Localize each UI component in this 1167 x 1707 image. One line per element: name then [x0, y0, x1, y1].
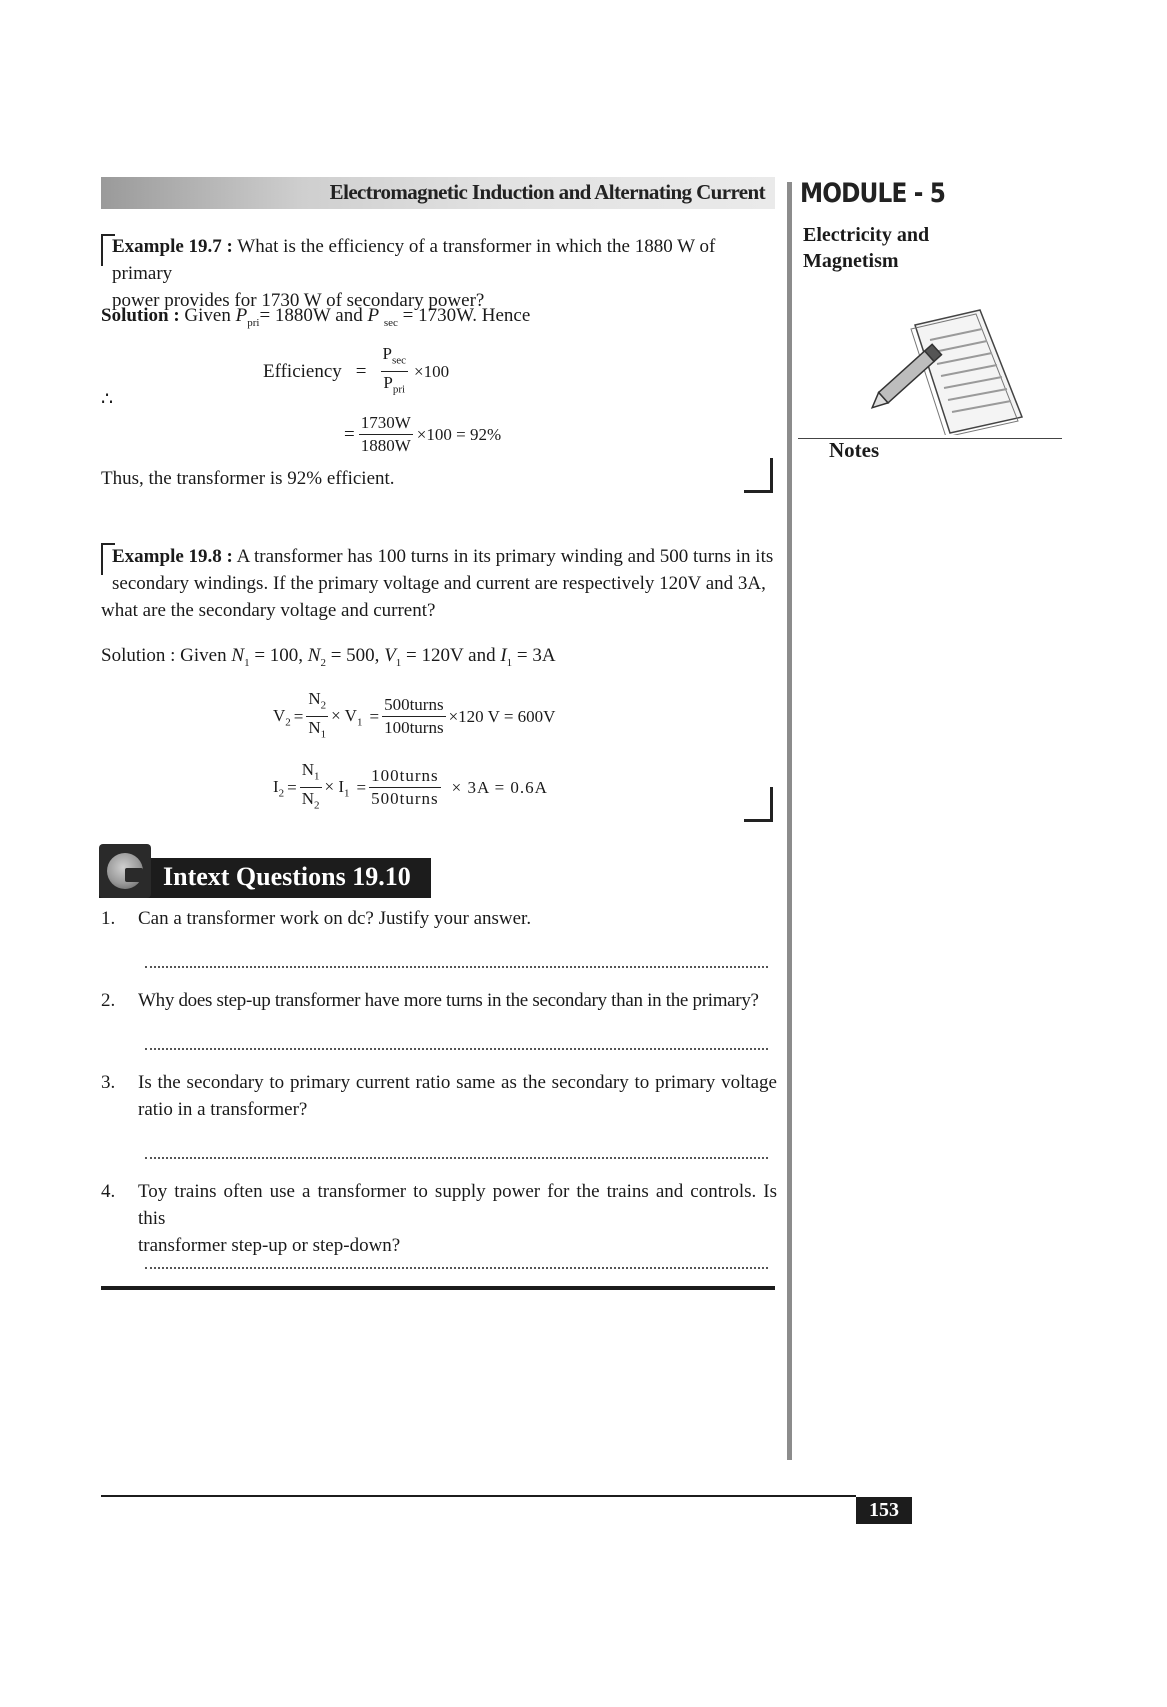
question-text: Can a transformer work on dc? Justify your answer. [138, 908, 532, 929]
subscript: 1 [244, 656, 250, 669]
question-number: 3. [101, 1072, 116, 1093]
intext-questions-title: Intext Questions 19.10 [163, 862, 411, 891]
question-text: Toy trains often use a transformer to supply power for the trains and controls. Is this [138, 1181, 777, 1229]
turns-ratio-fraction [306, 688, 328, 746]
subscript-sec: sec [391, 354, 407, 367]
symbol-p: P [367, 305, 380, 326]
turns-ratio-fraction [300, 759, 322, 817]
equals-sign: = [355, 361, 367, 383]
example-19-8-solution-given [101, 642, 556, 677]
symbol-n: N [231, 645, 245, 666]
symbol-p: P [383, 373, 393, 393]
times-hundred: ×100 [414, 362, 450, 382]
subscript: 1 [344, 787, 350, 800]
solution-label: Solution : [101, 305, 180, 326]
module-subtitle-line1: Electricity and [803, 224, 930, 246]
example-19-7-solution-given [101, 302, 530, 337]
footer-rule [101, 1495, 856, 1497]
example-19-8-question [101, 543, 777, 624]
subscript: 2 [320, 656, 326, 669]
answer-line[interactable] [145, 1048, 768, 1050]
example-text: power provides for 1730 W of secondary power? [112, 290, 485, 311]
symbol-n: N [308, 718, 321, 738]
example-close-bracket [744, 787, 773, 822]
example-text: What is the efficiency of a transformer in which the 1880 W of primary [112, 236, 716, 284]
question-item [101, 987, 777, 1014]
given-i1: = 3A [516, 645, 556, 666]
efficiency-calculation [344, 412, 501, 457]
subscript-pri: pri [392, 383, 406, 396]
example-19-7-conclusion: Thus, the transformer is 92% efficient. [101, 468, 395, 489]
question-item [101, 905, 777, 932]
question-number: 1. [101, 908, 116, 929]
example-close-bracket [744, 458, 773, 493]
turns-value-fraction [382, 694, 446, 739]
numerator: 1730W [359, 412, 413, 435]
solution-text: Given [184, 305, 231, 326]
denominator: 1880W [360, 436, 411, 455]
given-pri: = 1880W and [259, 305, 363, 326]
solution-prefix: Solution : Given [101, 645, 227, 666]
numerator: 500turns [382, 694, 446, 717]
symbol-n: N [308, 689, 321, 708]
question-text: ratio in a transformer? [138, 1099, 308, 1120]
margin-divider [787, 182, 792, 1460]
symbol-v: V [273, 705, 286, 725]
voltage-result: ×120 V = 600V [448, 706, 556, 726]
subscript-pri: pri [247, 316, 260, 329]
question-disc-icon [99, 844, 151, 898]
equals-sign: = [369, 706, 380, 726]
section-end-rule [101, 1286, 775, 1290]
module-subtitle-line2: Magnetism [803, 250, 899, 272]
voltage-equation [273, 688, 555, 746]
efficiency-formula [263, 343, 449, 401]
numerator: 100turns [369, 765, 441, 788]
subscript: 1 [506, 656, 513, 669]
example-label: Example 19.8 : [112, 546, 233, 567]
given-n2: = 500, [330, 645, 380, 666]
symbol-i: I [273, 776, 279, 796]
question-item [101, 1069, 777, 1123]
chapter-title: Electromagnetic Induction and Alternating Current [329, 180, 765, 204]
symbol-n: N [301, 789, 315, 809]
example-text: secondary windings. If the primary voltage and current are respectively 120V and 3A, [112, 573, 766, 594]
question-number: 2. [101, 990, 116, 1011]
question-text: Why does step-up transformer have more turns in the secondary than in the primary? [138, 990, 759, 1011]
pencil-and-notes-icon [870, 305, 1030, 435]
page-number: 153 [856, 1497, 912, 1524]
subscript: 1 [395, 656, 402, 669]
symbol-p: P [235, 305, 248, 326]
current-equation [273, 759, 548, 817]
equals-sign: = [356, 777, 367, 797]
symbol-v: V [384, 645, 396, 666]
symbol-n: N [307, 645, 321, 666]
module-subtitle [803, 222, 1003, 274]
chapter-header-bar [101, 177, 775, 209]
given-sec: = 1730W. Hence [402, 305, 531, 326]
equals-sign: = [293, 706, 304, 726]
subscript: 2 [314, 799, 320, 812]
module-label: MODULE - 5 [800, 178, 946, 209]
denominator: 100turns [384, 718, 444, 738]
question-text: Is the secondary to primary current ratio same as the secondary to primary voltage [138, 1072, 777, 1093]
times-v: × V [331, 705, 357, 725]
subscript: 2 [320, 699, 327, 712]
example-text: A transformer has 100 turns in its primary winding and 500 turns in its [236, 546, 774, 567]
subscript-sec: sec [383, 316, 398, 329]
answer-line[interactable] [145, 1157, 768, 1159]
therefore-symbol: ∴ [101, 389, 114, 410]
watts-fraction [359, 412, 413, 457]
question-item [101, 1178, 777, 1259]
turns-value-fraction [369, 765, 441, 810]
question-text: transformer step-up or step-down? [138, 1235, 401, 1256]
given-v1: = 120V and [406, 645, 496, 666]
subscript: 2 [285, 716, 291, 729]
power-fraction [381, 343, 409, 401]
symbol-i: I [500, 645, 507, 666]
equals-sign: = [344, 424, 355, 445]
subscript: 1 [356, 716, 363, 729]
example-text: what are the secondary voltage and current? [101, 600, 436, 621]
symbol-p: P [382, 344, 392, 363]
answer-line[interactable] [145, 966, 768, 968]
times-i: × I [324, 776, 345, 796]
symbol-n: N [301, 760, 315, 779]
given-n1: = 100, [254, 645, 304, 666]
answer-line[interactable] [145, 1267, 768, 1269]
efficiency-label: Efficiency [263, 361, 342, 383]
example-label: Example 19.7 : [112, 236, 233, 257]
notes-label: Notes [829, 438, 880, 462]
subscript: 2 [278, 787, 285, 800]
efficiency-result: ×100 = 92% [416, 425, 502, 444]
current-result: × 3A = 0.6A [451, 777, 548, 797]
equals-sign: = [287, 777, 297, 797]
denominator: 500turns [371, 789, 439, 809]
subscript: 1 [314, 770, 320, 783]
question-number: 4. [101, 1181, 116, 1202]
subscript: 1 [320, 728, 327, 741]
